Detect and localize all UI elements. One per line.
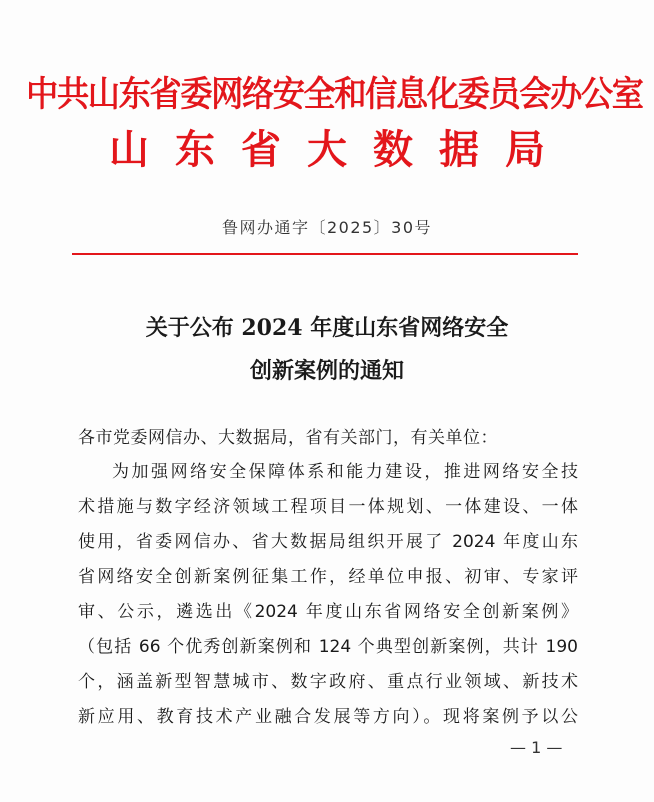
issuer-line-1: 中共山东省委网络安全和信息化委员会办公室 [26,74,643,115]
body-line: 省网络安全创新案例征集工作，经单位申报、初审、专家评 [78,567,578,587]
salutation: 各市党委网信办、大数据局，省有关部门，有关单位： [78,428,498,448]
body-line: 审、公示，遴选出《2024 年度山东省网络安全创新案例》 [78,602,578,622]
body-line: 使用，省委网信办、省大数据局组织开展了 2024 年度山东 [78,532,578,552]
body-line: （包括 66 个优秀创新案例和 124 个典型创新案例，共计 190 [78,637,578,657]
body-line: 个，涵盖新型智慧城市、数字政府、重点行业领域、新技术 [78,672,578,692]
page-number: — 1 — [510,738,563,757]
body-line: 术措施与数字经济领域工程项目一体规划、一体建设、一体 [78,497,578,517]
body-line: 新应用、教育技术产业融合发展等方向）。现将案例予以公 [78,707,578,727]
title-line-2: 创新案例的通知 [249,358,404,384]
document-number: 鲁网办通字〔2025〕30号 [221,218,433,237]
issuer-line-2: 山东省大数据局 [109,126,571,173]
body-line: 为加强网络安全保障体系和能力建设，推进网络安全技 [112,462,578,482]
red-divider [72,253,578,255]
title-line-1: 关于公布 2024 年度山东省网络安全 [145,315,509,341]
